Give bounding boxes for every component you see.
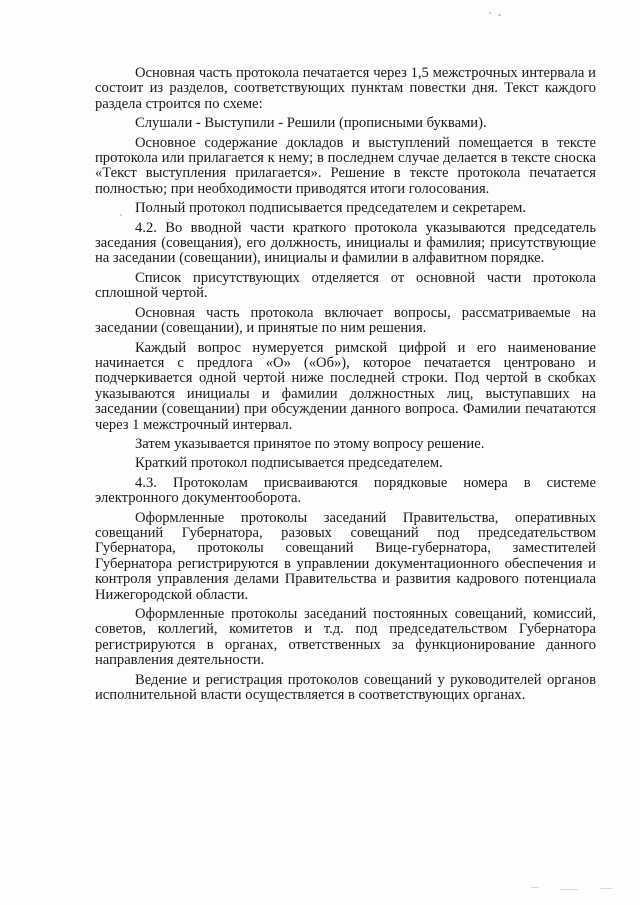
paragraph-main-part-short: Основная часть протокола включает вопросы, рассматриваемые на заседании (совещании), и принятые по ним решения.: [95, 304, 596, 337]
paragraph-question-numbering: Каждый вопрос нумеруется римской цифрой и его наименование начинается с предлога «О» («Об»), которое печатается центровано и подчеркивается одной чертой ниже последней строки. Под чертой в скобках указываются инициалы и фамилии должностных лиц, выступавших на заседании (совещании) при обсуждении данного вопроса. Фамилии печатаются через 1 межстрочный интервал.: [95, 339, 596, 433]
paragraph-content: Основное содержание докладов и выступлений помещается в тексте протокола или прилагается к нему; в последнем случае делается в тексте сноска «Текст выступления прилагается». Решение в тексте протокола печатается полностью; при необходимости приводятся итоги голосования.: [95, 134, 596, 197]
paragraph-attendees-list: Список присутствующих отделяется от основной части протокола сплошной чертой.: [95, 269, 596, 302]
paragraph-decision: Затем указывается принятое по этому вопросу решение.: [135, 435, 485, 452]
paragraph-registration-executive: Ведение и регистрация протоколов совещаний у руководителей органов исполнительной власти осуществляется в соответствующих органах.: [95, 671, 596, 704]
scan-mark: [600, 888, 612, 889]
paragraph-full-signature: Полный протокол подписывается председателем и секретарем.: [135, 200, 527, 217]
scan-mark: [531, 887, 539, 888]
paragraph-section-4-2: 4.2. Во вводной части краткого протокола указываются председатель заседания (совещания), его должность, инициалы и фамилия; присутствующие на заседании (совещании), инициалы и фамилии в алфавитном порядке.: [95, 219, 596, 267]
paragraph-registration-commissions: Оформленные протоколы заседаний постоянных совещаний, комиссий, советов, коллегий, комитетов и т.д. под председательством Губернатора регистрируются в органах, ответственных за функционирование данного направления деятельности.: [95, 606, 596, 669]
scan-speck: [498, 14, 501, 16]
paragraph-main-part: Основная часть протокола печатается через 1,5 межстрочных интервала и состоит из разделов, соответствующих пунктам повестки дня. Текст каждого раздела строится по схеме:: [95, 65, 596, 112]
scan-speck: [489, 12, 491, 14]
scan-mark: [560, 889, 578, 890]
paragraph-short-signature: Краткий протокол подписывается председателем.: [135, 455, 443, 472]
document-body: [95, 66, 596, 707]
paragraph-section-4-3: 4.3. Протоколам присваиваются порядковые номера в системе электронного документооборота.: [95, 474, 596, 507]
paragraph-scheme: Слушали - Выступили - Решили (прописными буквами).: [135, 115, 487, 132]
paragraph-registration-government: Оформленные протоколы заседаний Правительства, оперативных совещаний Губернатора, разовых совещаний под председательством Губернатора, протоколы совещаний Вице-губернатора, заместителей Губернатора регистрируются в управлении документационного обеспечения и контроля управления делами Правительства и развития кадрового потенциала Нижегородской области.: [95, 509, 596, 603]
